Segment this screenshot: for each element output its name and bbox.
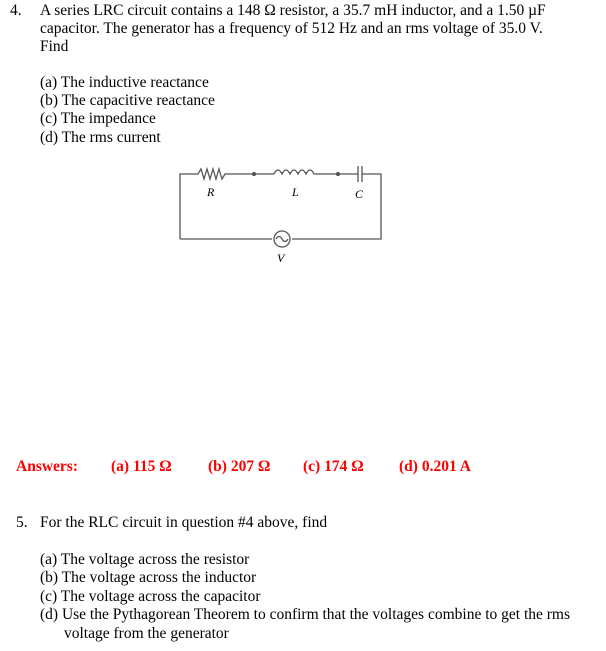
- q4-number: 4.: [10, 2, 22, 19]
- answer-d: (d) 0.201 A: [399, 458, 471, 475]
- q4-line-1: A series LRC circuit contains a 148 Ω resistor, a 35.7 mH inductor, and a 1.50 µF: [40, 2, 546, 19]
- lrc-circuit-diagram: [170, 160, 390, 270]
- q4-part-d: (d) The rms current: [40, 129, 161, 146]
- q4-line-2: capacitor. The generator has a frequency of 512 Hz and an rms voltage of 35.0 V.: [40, 20, 543, 37]
- q4-part-c: (c) The impedance: [40, 110, 156, 127]
- q5-part-c: (c) The voltage across the capacitor: [40, 588, 261, 605]
- answers-label: Answers:: [16, 458, 78, 475]
- q4-part-b: (b) The capacitive reactance: [40, 92, 215, 109]
- label-v: V: [277, 251, 285, 265]
- answer-c: (c) 174 Ω: [303, 458, 364, 475]
- q5-part-a: (a) The voltage across the resistor: [40, 551, 250, 568]
- answer-b: (b) 207 Ω: [208, 458, 271, 475]
- label-c: C: [355, 187, 364, 201]
- inductor: [274, 170, 338, 174]
- q5-part-d: (d) Use the Pythagorean Theorem to confirm that the voltages combine to get the rms: [40, 606, 571, 623]
- label-r: R: [207, 185, 215, 199]
- label-l: L: [292, 185, 299, 199]
- q4-line-3: Find: [40, 38, 69, 55]
- q5-part-b: (b) The voltage across the inductor: [40, 569, 257, 586]
- q5-number: 5.: [16, 514, 28, 531]
- q4-part-a: (a) The inductive reactance: [40, 74, 209, 91]
- resistor-wire: [180, 169, 274, 239]
- answer-a: (a) 115 Ω: [111, 458, 172, 475]
- q5-line: For the RLC circuit in question #4 above, find: [40, 514, 328, 531]
- q5-part-d-continuation: voltage from the generator: [64, 625, 229, 642]
